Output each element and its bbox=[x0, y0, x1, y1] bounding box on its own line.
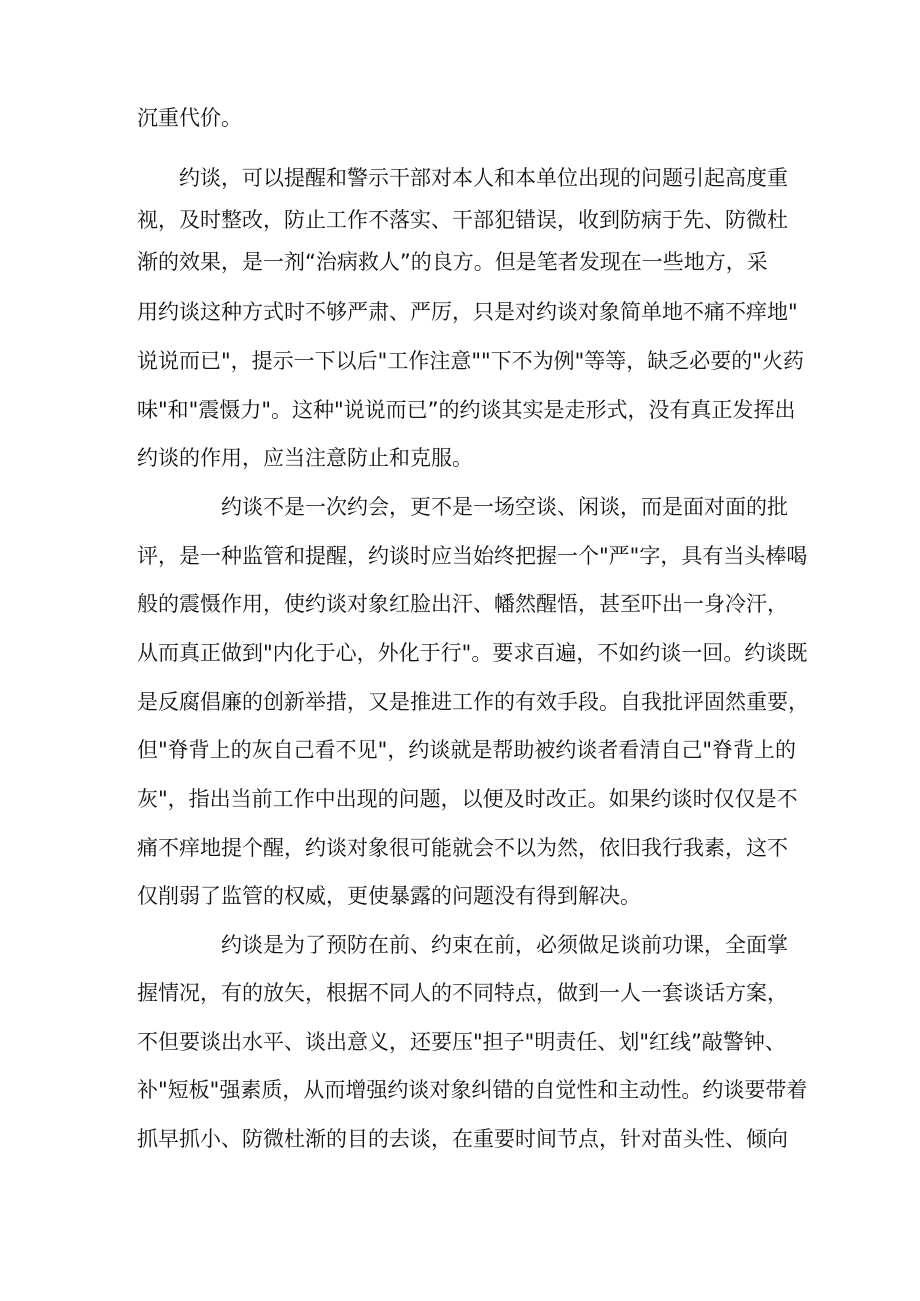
text-line: 仅削弱了监管的权威，更使暴露的问题没有得到解决。 bbox=[137, 884, 641, 908]
text-line: 抓早抓小、防微杜渐的目的去谈，在重要时间节点，针对苗头性、倾向 bbox=[137, 1127, 788, 1151]
text-line: 是反腐倡廉的创新举措，又是推进工作的有效手段。自我批评固然重要， bbox=[137, 690, 809, 714]
text-line: 约谈的作用，应当注意防止和克服。 bbox=[137, 446, 473, 470]
text-line: 灰"，指出当前工作中出现的问题，以便及时改正。如果约谈时仅仅是不 bbox=[137, 787, 798, 811]
text-line: 沉重代价。 bbox=[137, 106, 242, 130]
text-line: 约谈，可以提醒和警示干部对本人和本单位出现的问题引起高度重 bbox=[179, 166, 788, 190]
text-line: 约谈不是一次约会，更不是一场空谈、闲谈，而是面对面的批 bbox=[221, 495, 788, 519]
text-line: 评，是一种监管和提醒，约谈时应当始终把握一个"严"字，具有当头棒喝 bbox=[137, 544, 808, 568]
text-line: 约谈是为了预防在前、约束在前，必须做足谈前功课，全面掌 bbox=[221, 933, 788, 957]
text-line: 不但要谈出水平、谈出意义，还要压"担子"明责任、划"红线”敲警钟、 bbox=[137, 1030, 786, 1054]
text-line: 说说而已"，提示一下以后"工作注意""下不为例"等等，缺乏必要的"火药 bbox=[137, 349, 804, 373]
text-line: 用约谈这种方式时不够严肃、严厉，只是对约谈对象简单地不痛不痒地" bbox=[137, 300, 798, 324]
text-line: 握情况，有的放矢，根据不同人的不同特点，做到一人一套谈话方案， bbox=[137, 981, 788, 1005]
text-line: 视，及时整改，防止工作不落实、干部犯错误，收到防病于先、防微杜 bbox=[137, 208, 788, 232]
text-line: 渐的效果，是一剂“治病救人”的良方。但是笔者发现在一些地方，采 bbox=[137, 250, 768, 274]
text-line: 痛不痒地提个醒，约谈对象很可能就会不以为然，依旧我行我素，这不 bbox=[137, 836, 788, 860]
text-line: 味"和"震慑力"。这种"说说而已”的约谈其实是走形式，没有真正发挥出 bbox=[137, 398, 796, 422]
text-line: 从而真正做到"内化于心，外化于行"。要求百遍，不如约谈一回。约谈既 bbox=[137, 641, 808, 665]
text-line: 补"短板"强素质，从而增强约谈对象纠错的自觉性和主动性。约谈要带着 bbox=[137, 1078, 808, 1102]
text-line: 但"脊背上的灰自己看不见"，约谈就是帮助被约谈者看清自己"脊背上的 bbox=[137, 738, 796, 762]
text-line: 般的震慑作用，使约谈对象红脸出汗、幡然醒悟，甚至吓出一身冷汗， bbox=[137, 592, 788, 616]
